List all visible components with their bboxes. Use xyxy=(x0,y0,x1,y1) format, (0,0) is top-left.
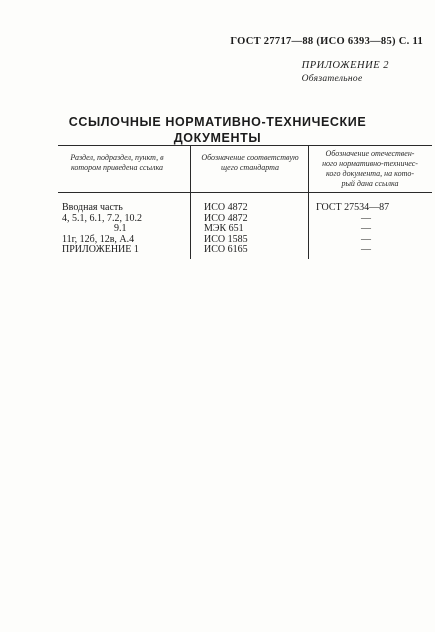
header-standard-line: щего стандарта xyxy=(220,163,280,172)
header-standard-line: Обозначение соответствую xyxy=(201,153,299,162)
header-national-line: ного нормативно-техничес- xyxy=(322,159,418,168)
table-cell-national: — xyxy=(361,244,371,255)
document-title xyxy=(0,114,435,146)
column-divider-2 xyxy=(308,145,309,259)
table-cell-national: — xyxy=(361,223,371,234)
appendix-title: ПРИЛОЖЕНИЕ 2 xyxy=(301,60,389,71)
table-cell-standard: ИСО 4872 xyxy=(204,202,248,213)
table-cell-national: ГОСТ 27534—87 xyxy=(316,202,390,213)
table-cell-standard: МЭК 651 xyxy=(204,223,244,234)
appendix-block xyxy=(302,60,389,84)
table-cell-standard: ИСО 4872 xyxy=(204,212,248,224)
section-column xyxy=(62,203,142,256)
header-standard xyxy=(194,153,306,173)
header-section-line: котором приведена ссылка xyxy=(70,163,164,172)
table-cell-standard: ИСО 6165 xyxy=(204,244,248,255)
header-national-line: Обозначение отечествен- xyxy=(325,149,415,158)
header-national-line: кого документа, на кото- xyxy=(325,169,415,178)
header-national-line: рый дана ссылка xyxy=(341,179,399,188)
standard-column xyxy=(204,203,248,256)
page-header: ГОСТ 27717—88 (ИСО 6393—85) С. 11 xyxy=(230,36,423,47)
table-cell-national: — xyxy=(361,212,371,224)
table-cell-section: 9.1 xyxy=(114,223,127,234)
table-cell-national: — xyxy=(361,233,371,245)
table-cell-section: ПРИЛОЖЕНИЕ 1 xyxy=(62,244,139,255)
table-top-rule xyxy=(58,145,432,146)
table-cell-section: 4, 5.1, 6.1, 7.2, 10.2 xyxy=(62,212,142,224)
document-title-line-1: ССЫЛОЧНЫЕ НОРМАТИВНО-ТЕХНИЧЕСКИЕ xyxy=(68,115,367,129)
table-cell-section: 11г, 12б, 12в, А.4 xyxy=(62,233,135,245)
header-national xyxy=(310,149,430,189)
national-column xyxy=(316,203,389,256)
table-cell-section: Вводная часть xyxy=(62,202,123,213)
table-cell-standard: ИСО 1585 xyxy=(204,233,248,245)
document-title-line-2: ДОКУМЕНТЫ xyxy=(173,131,262,145)
appendix-note: Обязательное xyxy=(301,74,363,84)
column-divider-1 xyxy=(190,145,191,259)
header-section xyxy=(58,153,176,173)
header-section-line: Раздел, подраздел, пункт, в xyxy=(70,153,164,162)
table-header-rule xyxy=(58,192,432,193)
